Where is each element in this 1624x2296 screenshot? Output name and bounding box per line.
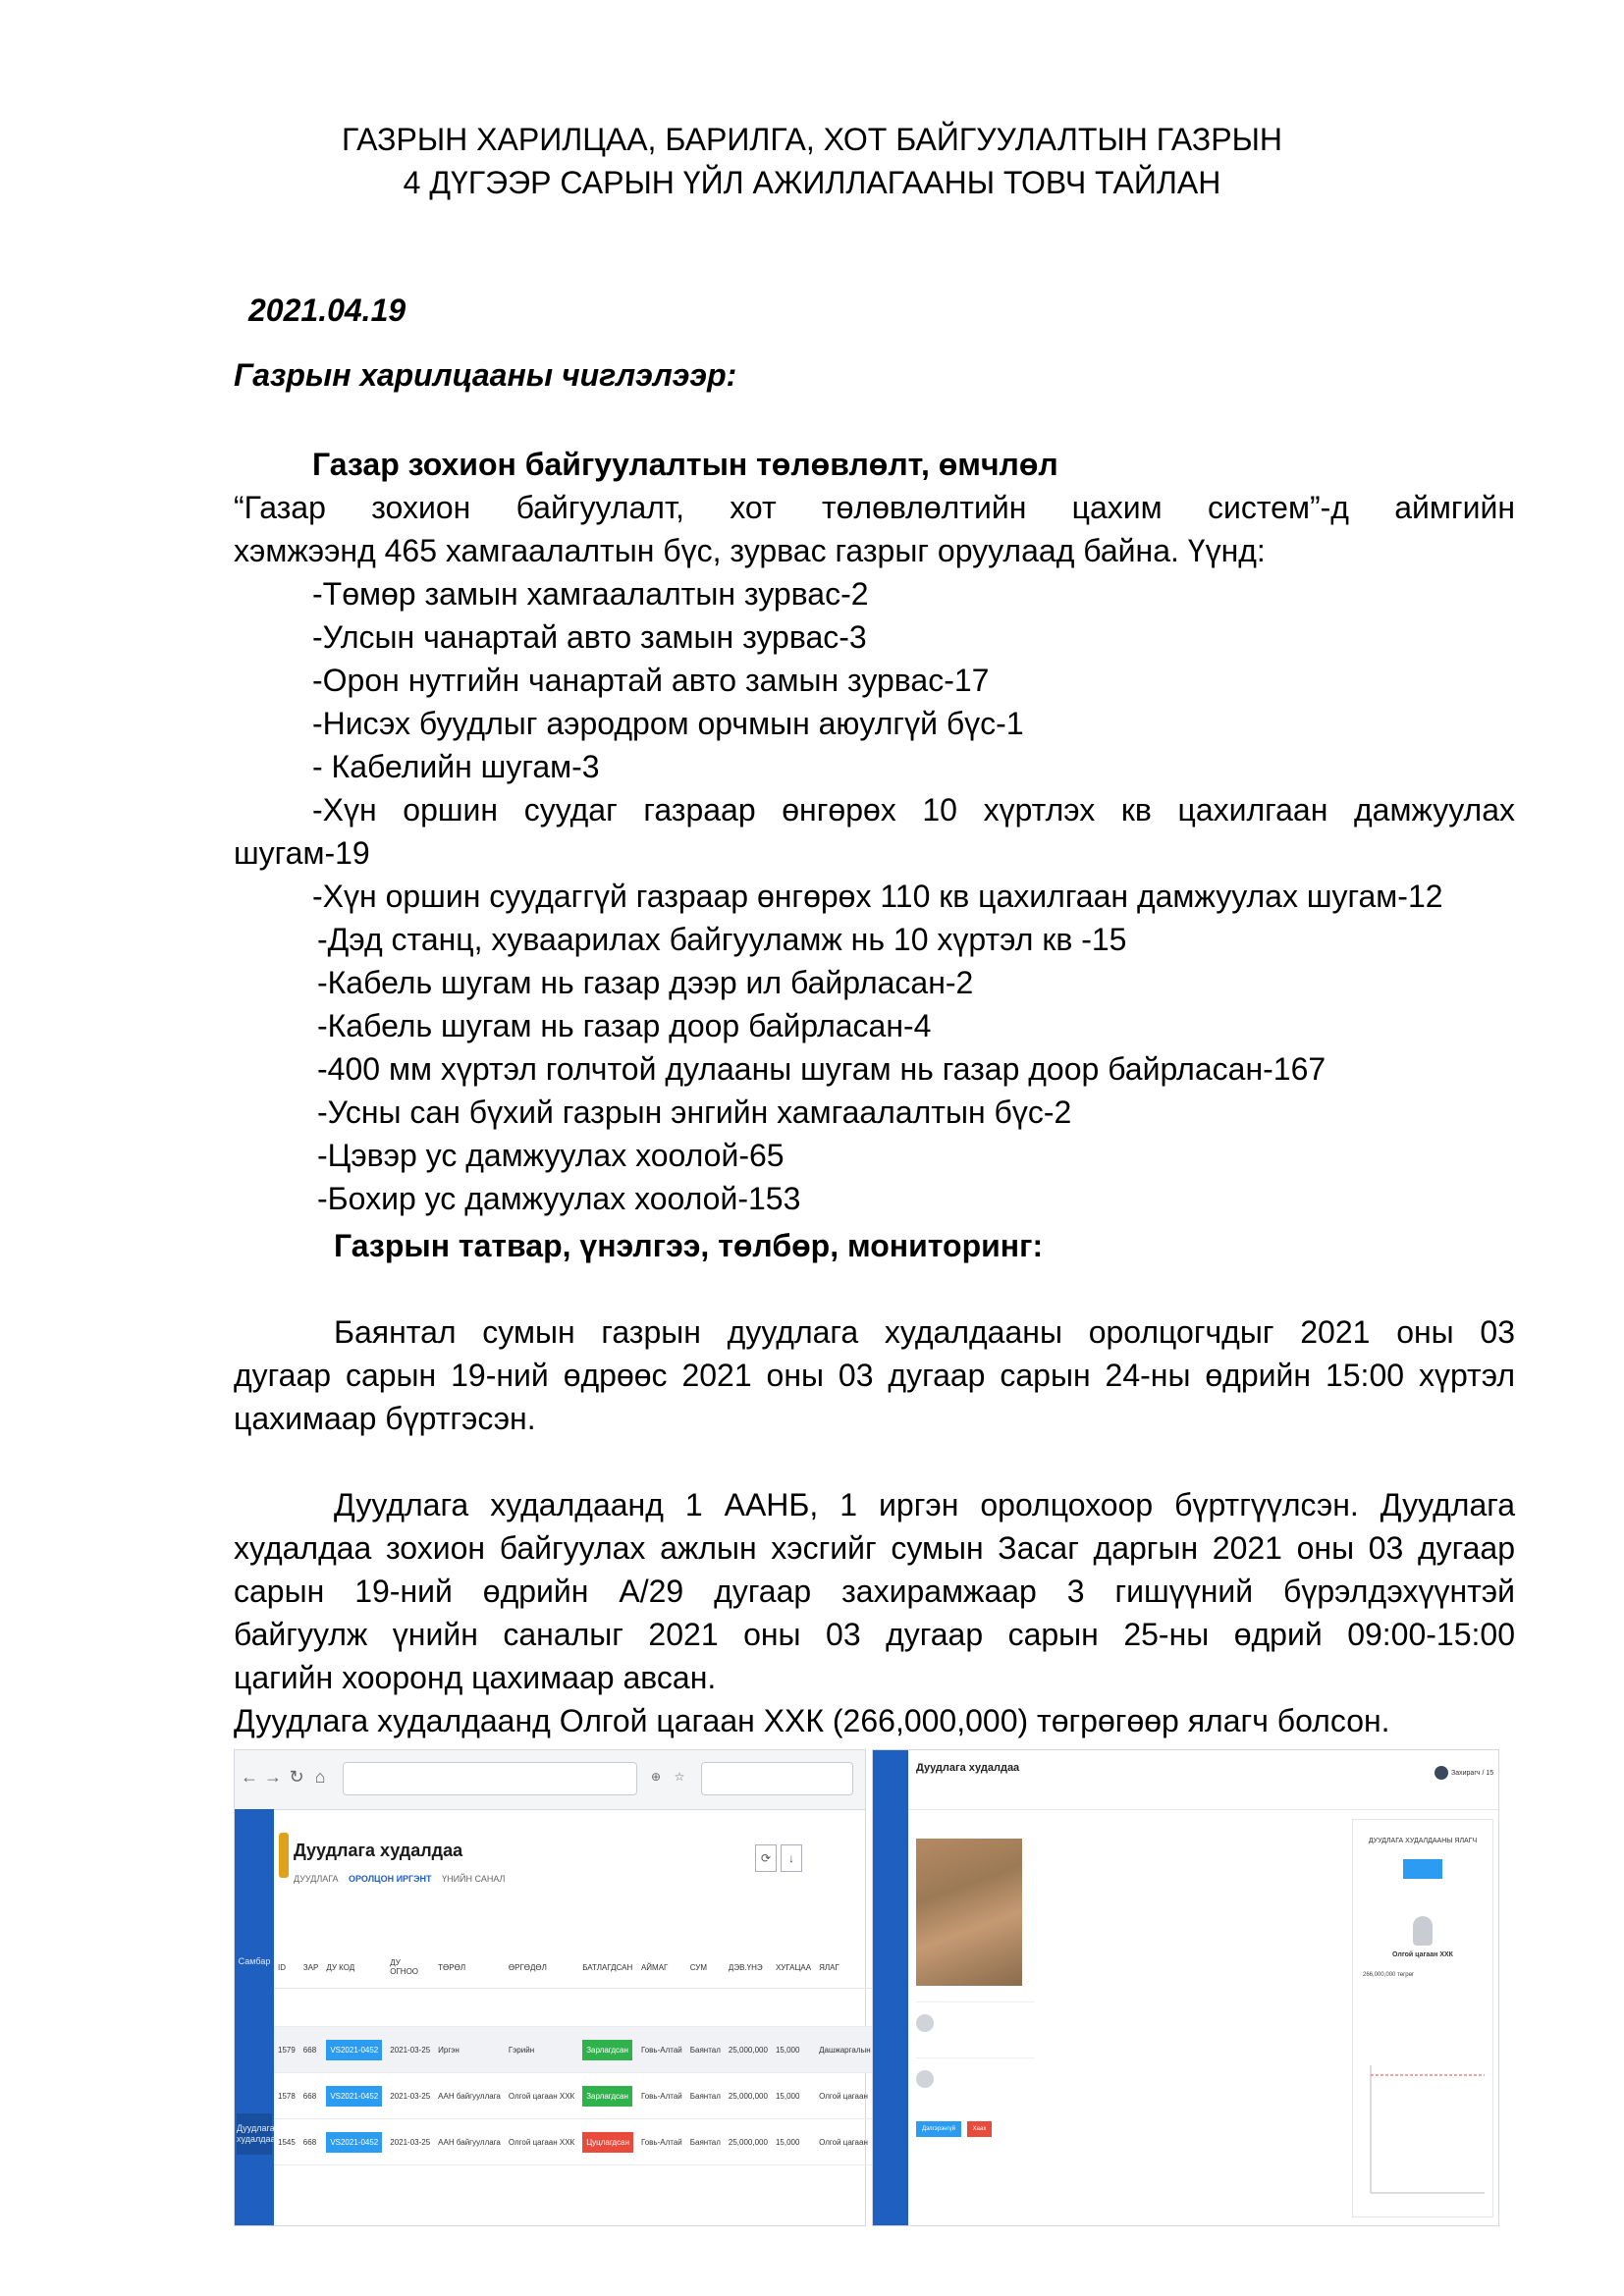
cell: 15,000 xyxy=(772,2119,815,2165)
planning-item: -Кабель шугам нь газар доор байрласан-4 xyxy=(317,1008,932,1043)
detail-header xyxy=(873,1750,1498,1810)
avatar xyxy=(916,2070,934,2088)
planning-heading: Газар зохион байгуулалтын төлөвлөлт, өмчлөл xyxy=(312,447,1058,482)
column-header[interactable]: ХУГАЦАА xyxy=(772,1947,815,1989)
column-header[interactable]: СУМ xyxy=(686,1947,725,1989)
browser-toolbar xyxy=(235,1750,865,1810)
auction-winner-line: Дуудлага худалдаанд Олгой цагаан ХХК (266,000,000) төгрөгөөр ялагч болсон. xyxy=(234,1703,1390,1738)
app-logo xyxy=(279,1833,289,1878)
detail-sidebar xyxy=(873,1750,908,2225)
cell: Иргэн xyxy=(434,2027,505,2073)
tax-para2-line: худалдаа зохион байгуулах ажлын хэсгийг сумын Засаг даргын 2021 оны 03 дугаар xyxy=(234,1530,1515,1566)
tab-bids[interactable]: ҮНИЙН САНАЛ xyxy=(442,1874,506,1884)
cell xyxy=(322,2073,386,2119)
cell: 668 xyxy=(299,2119,323,2165)
user-menu[interactable] xyxy=(1435,1766,1495,1780)
filter-cell[interactable] xyxy=(578,1989,637,2027)
bid-list xyxy=(916,2002,1034,2137)
table-row[interactable] xyxy=(274,2119,914,2165)
cell: 2021-03-25 xyxy=(386,2027,434,2073)
planning-item: -400 мм хүртэл голчтой дулааны шугам нь газар доор байрласан-167 xyxy=(317,1051,1326,1087)
cell: Олгой цагаан ХХК xyxy=(505,2073,578,2119)
sidebar-item-dashboard[interactable]: Самбар xyxy=(238,1956,271,1966)
planning-intro-line1: “Газар зохион байгуулалт, хот төлөвлөлтийн цахим систем”-д аймгийн xyxy=(234,490,1515,525)
cell: Олгой цагаан xyxy=(815,2119,875,2165)
auction-detail-screenshot xyxy=(872,1749,1499,2226)
cell xyxy=(578,2119,637,2165)
planning-item: - Кабелийн шугам-3 xyxy=(312,749,600,784)
tax-para2-line: цагийн хооронд цахимаар авсан. xyxy=(234,1660,717,1695)
filter-cell[interactable] xyxy=(322,1989,386,2027)
filter-cell[interactable] xyxy=(386,1989,434,2027)
tab-participants[interactable]: ОРОЛЦОН ИРГЭНТ xyxy=(349,1874,432,1884)
column-header[interactable]: ЗАР xyxy=(299,1947,323,1989)
user-label: Захирагч / 15 xyxy=(1451,1769,1494,1777)
tax-para1-line: цахимаар бүртгэсэн. xyxy=(234,1401,536,1436)
filter-cell[interactable] xyxy=(815,1989,875,2027)
filter-cell[interactable] xyxy=(725,1989,772,2027)
cell xyxy=(578,2027,637,2073)
auction-list-screenshot xyxy=(234,1749,871,2226)
planning-item: -Орон нутгийн чанартай авто замын зурвас-17 xyxy=(312,663,990,698)
column-header[interactable]: ӨРГӨДӨЛ xyxy=(505,1947,578,1989)
cell xyxy=(322,2119,386,2165)
winner-card-title: ДУУДЛАГА ХУДАЛДААНЫ ЯЛАГЧ xyxy=(1368,1838,1478,1844)
tab-auction[interactable]: ДУУДЛАГА xyxy=(294,1874,339,1884)
cell: 15,000 xyxy=(772,2073,815,2119)
cell: 2021-03-25 xyxy=(386,2119,434,2165)
planning-item-wrap-line1: -Хүн оршин суудаг газраар өнгөрөх 10 хүртлэх кв цахилгаан дамжуулах xyxy=(312,792,1515,828)
planning-item: -Дэд станц, хуваарилах байгууламж нь 10 хүртэл кв -15 xyxy=(317,922,1127,957)
tax-para1-line: дугаар сарын 19-ний өдрөөс 2021 оны 03 дугаар сарын 24-ны өдрийн 15:00 хүртэл xyxy=(234,1358,1515,1393)
section-heading: Газрын харилцааны чиглэлээр: xyxy=(234,357,737,393)
planning-item: -Цэвэр ус дамжуулах хоолой-65 xyxy=(317,1138,785,1173)
column-header[interactable]: ID xyxy=(274,1947,299,1989)
planning-item: -Бохир ус дамжуулах хоолой-153 xyxy=(317,1181,801,1216)
tax-para1-line: Баянтал сумын газрын дуудлага худалдааны оролцогчдыг 2021 оны 03 xyxy=(334,1314,1515,1350)
filter-cell[interactable] xyxy=(505,1989,578,2027)
list-item xyxy=(916,2057,1034,2113)
column-header[interactable]: АЙМАГ xyxy=(637,1947,686,1989)
report-date: 2021.04.19 xyxy=(248,293,406,328)
sidebar-item-auction[interactable]: Дуудлага худалдаа xyxy=(237,2113,272,2155)
winner-card xyxy=(1352,1819,1493,2217)
tax-heading: Газрын татвар, үнэлгээ, төлбөр, мониторинг: xyxy=(334,1228,1044,1263)
auction-table xyxy=(274,1947,914,2165)
zoom-icon[interactable]: ⊕ xyxy=(650,1770,662,1784)
cell: Говь-Алтай xyxy=(637,2119,686,2165)
close-button[interactable]: Хаах xyxy=(967,2121,993,2137)
winner-avatar xyxy=(1413,1916,1433,1946)
avatar xyxy=(916,2014,934,2032)
report-title-line2: 4 ДҮГЭЭР САРЫН ҮЙЛ АЖИЛЛАГААНЫ ТОВЧ ТАЙЛАН xyxy=(403,165,1221,200)
tax-para2-line: сарын 19-ний өдрийн А/29 дугаар захирамжаар 3 гишүүний бүрэлдэхүүнтэй xyxy=(234,1574,1515,1609)
filter-cell[interactable] xyxy=(434,1989,505,2027)
reload-icon[interactable]: ↻ xyxy=(289,1767,304,1787)
cell: Гэрийн xyxy=(505,2027,578,2073)
planning-item: -Улсын чанартай авто замын зурвас-3 xyxy=(312,619,867,655)
tax-para2-line: Дуудлага худалдаанд 1 ААНБ, 1 иргэн оролцохоор бүртгүүлсэн. Дуудлага xyxy=(334,1487,1515,1522)
planning-item: -Хүн оршин суудаггүй газраар өнгөрөх 110 кв цахилгаан дамжуулах шугам-12 xyxy=(312,879,1443,914)
refresh-icon[interactable]: ⟳ xyxy=(755,1844,777,1872)
cell: Баянтал xyxy=(686,2073,725,2119)
filter-cell[interactable] xyxy=(772,1989,815,2027)
cell: 668 xyxy=(299,2073,323,2119)
winner-name: Олгой цагаан ХХК xyxy=(1392,1951,1453,1958)
cell: Баянтал xyxy=(686,2119,725,2165)
cell: 1578 xyxy=(274,2073,299,2119)
cell: 1579 xyxy=(274,2027,299,2073)
download-icon[interactable]: ↓ xyxy=(781,1844,802,1872)
column-header[interactable]: ЯЛАГ xyxy=(815,1947,875,1989)
cell: Говь-Алтай xyxy=(637,2027,686,2073)
code-badge[interactable]: VS2021-0452 xyxy=(326,2040,382,2060)
code-badge[interactable]: VS2021-0452 xyxy=(326,2086,382,2107)
cell: 2021-03-25 xyxy=(386,2073,434,2119)
table-row[interactable] xyxy=(274,2073,914,2119)
status-badge: Зарлагдсан xyxy=(582,2040,632,2060)
filter-cell[interactable] xyxy=(686,1989,725,2027)
filter-cell[interactable] xyxy=(637,1989,686,2027)
winner-price: 266,000,000 төгрөг xyxy=(1363,1972,1415,1978)
cell xyxy=(322,2027,386,2073)
cell: 1545 xyxy=(274,2119,299,2165)
bookmark-icon[interactable]: ☆ xyxy=(674,1770,685,1784)
filter-cell[interactable] xyxy=(274,1989,299,2027)
forward-icon[interactable]: → xyxy=(264,1767,282,1787)
cell: 15,000 xyxy=(772,2027,815,2073)
app-title: Дуудлага худалдаа xyxy=(294,1841,463,1860)
cell: ААН байгууллага xyxy=(434,2119,505,2165)
cell: 25,000,000 xyxy=(725,2073,772,2119)
planning-item-wrap-line2: шугам-19 xyxy=(234,835,370,871)
table-tools xyxy=(755,1844,863,1874)
cell: Говь-Алтай xyxy=(637,2073,686,2119)
app-tabs xyxy=(294,1874,505,1884)
tax-para2-line: байгуулж үнийн саналыг 2021 оны 03 дугаар сарын 25-ны өдрий 09:00-15:00 xyxy=(234,1617,1515,1652)
planning-item: -Төмөр замын хамгаалалтын зурвас-2 xyxy=(312,576,869,612)
bid-history-chart xyxy=(1359,2056,1487,2203)
planning-item: -Усны сан бүхий газрын энгийн хамгаалалтын бүс-2 xyxy=(317,1095,1072,1130)
column-header[interactable]: ТӨРӨЛ xyxy=(434,1947,505,1989)
cell: 668 xyxy=(299,2027,323,2073)
cell: Олгой цагаан ХХК xyxy=(505,2119,578,2165)
winner-card-button[interactable] xyxy=(1403,1859,1442,1879)
table-row[interactable] xyxy=(274,2027,914,2073)
cell: ААН байгууллага xyxy=(434,2073,505,2119)
detail-actions xyxy=(916,2121,1034,2137)
planning-item: -Кабель шугам нь газар дээр ил байрласан-2 xyxy=(317,965,974,1000)
report-title-line1: ГАЗРЫН ХАРИЛЦАА, БАРИЛГА, ХОТ БАЙГУУЛАЛТЫН ГАЗРЫН xyxy=(341,122,1282,157)
cell: Баянтал xyxy=(686,2027,725,2073)
column-header[interactable]: ДЭВ.ҮНЭ xyxy=(725,1947,772,1989)
cell: 25,000,000 xyxy=(725,2027,772,2073)
column-header[interactable]: ДУ КОД xyxy=(322,1947,386,1989)
land-satellite-image xyxy=(916,1839,1022,1986)
status-badge: Зарлагдсан xyxy=(582,2086,632,2107)
app-sidebar xyxy=(235,1809,274,2225)
list-item xyxy=(916,2002,1034,2057)
home-icon[interactable]: ⌂ xyxy=(314,1767,326,1787)
cell xyxy=(578,2073,637,2119)
planning-item: -Нисэх буудлыг аэродром орчмын аюулгүй бүс-1 xyxy=(312,706,1024,741)
planning-intro-line2: хэмжээнд 465 хамгаалалтын бүс, зурвас газрыг оруулаад байна. Үүнд: xyxy=(234,533,1266,568)
filter-cell[interactable] xyxy=(299,1989,323,2027)
code-badge[interactable]: VS2021-0452 xyxy=(326,2132,382,2153)
back-icon[interactable]: ← xyxy=(241,1767,258,1787)
avatar xyxy=(1435,1766,1448,1780)
detail-title: Дуудлага худалдаа xyxy=(916,1762,1020,1774)
browser-search-input[interactable] xyxy=(701,1762,853,1795)
filter-row xyxy=(274,1989,914,2027)
address-bar[interactable] xyxy=(343,1762,637,1795)
column-header[interactable]: ДУ ОГНОО xyxy=(386,1947,434,1989)
status-badge: Цуцлагдсан xyxy=(582,2132,633,2153)
cell: 25,000,000 xyxy=(725,2119,772,2165)
details-button[interactable]: Дэлгэрэнгүй xyxy=(916,2121,961,2137)
cell: Дашжаргалын xyxy=(815,2027,875,2073)
column-header[interactable]: БАТЛАГДСАН xyxy=(578,1947,637,1989)
cell: Олгой цагаан xyxy=(815,2073,875,2119)
